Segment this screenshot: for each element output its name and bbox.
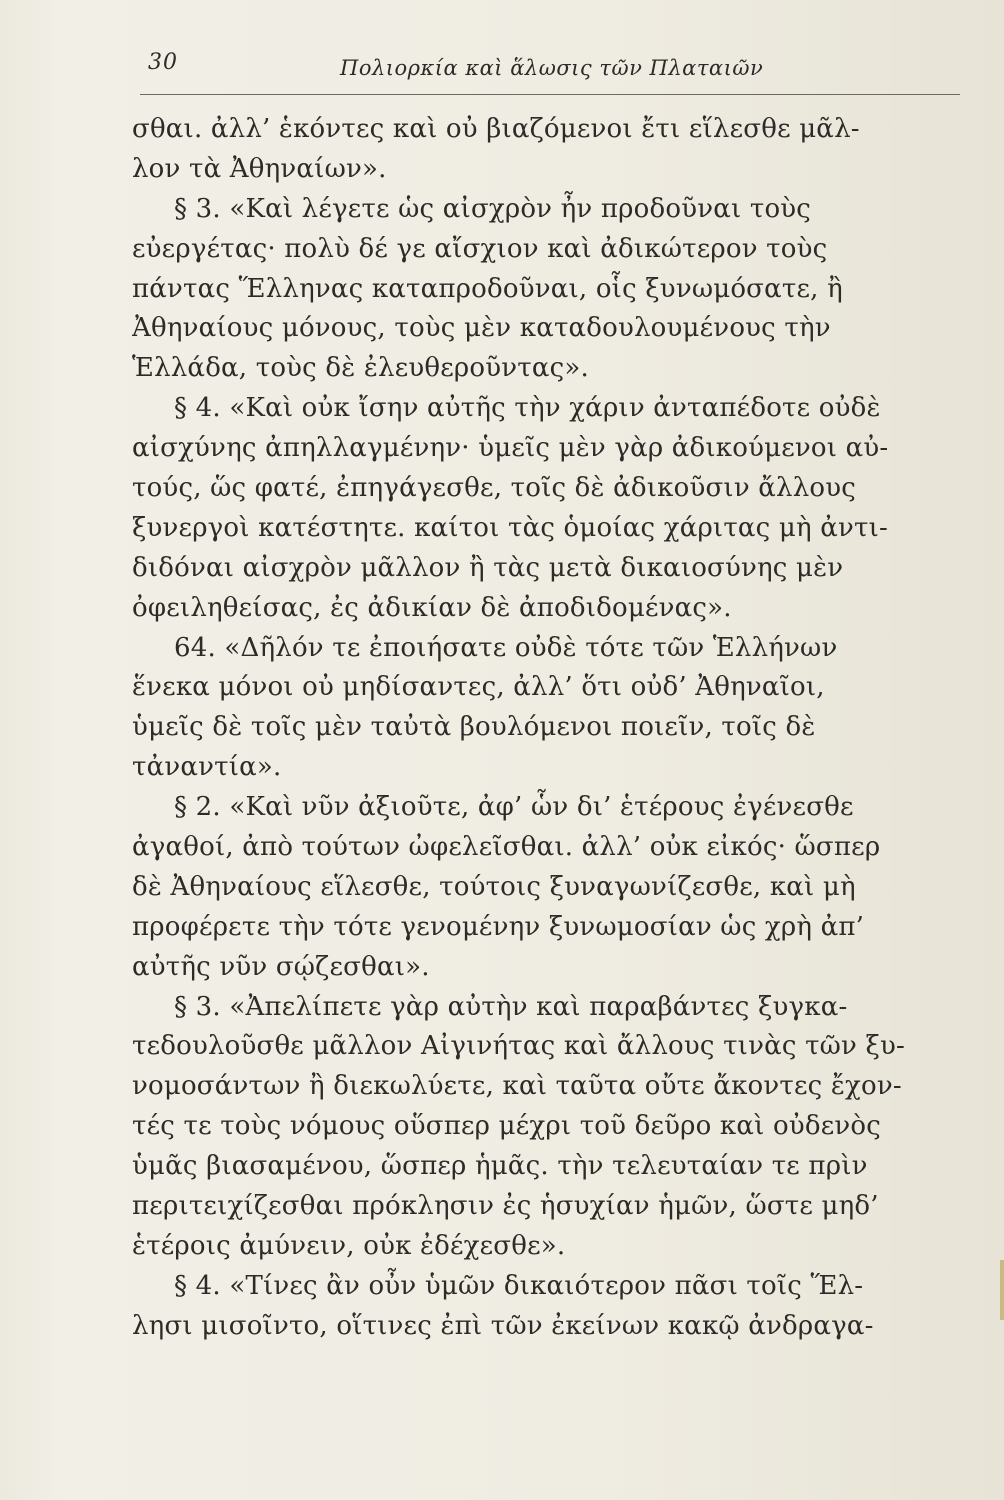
text-line: πάντας Ἕλληνας καταπροδοῦναι, οἷς ξυνωμόσατε, ἢ	[132, 273, 843, 304]
text-line: δὲ Ἀθηναίους εἵλεσθε, τούτοις ξυναγωνίζεσθε, καὶ μὴ	[132, 871, 856, 902]
text-line: τούς, ὥς φατέ, ἐπηγάγεσθε, τοῖς δὲ ἀδικοῦσιν ἄλλους	[132, 473, 857, 504]
text-line: περιτειχίζεσθαι πρόκλησιν ἐς ἡσυχίαν ἡμῶν, ὥστε μηδ’	[132, 1191, 879, 1222]
text-line: προφέρετε τὴν τότε γενομένην ξυνωμοσίαν ὡς χρὴ ἀπ’	[132, 911, 865, 942]
text-line: λον τὰ Ἀθηναίων».	[132, 153, 387, 184]
text-line: § 2. «Καὶ νῦν ἀξιοῦτε, ἀφ’ ὧν δι’ ἑτέρους ἐγένεσθε	[174, 792, 854, 823]
header-rule	[140, 94, 960, 95]
page-edge-mark	[1000, 1260, 1004, 1320]
page-number: 30	[148, 50, 178, 75]
text-line: νομοσάντων ἢ διεκωλύετε, καὶ ταῦτα οὔτε ἄκοντες ἔχον-	[132, 1071, 902, 1102]
text-line: ἑτέροις ἀμύνειν, οὐκ ἐδέχεσθε».	[132, 1230, 566, 1261]
running-title: Πολιορκία καὶ ἅλωσις τῶν Πλαταιῶν	[340, 56, 764, 80]
text-line: ἀγαθοί, ἀπὸ τούτων ὠφελεῖσθαι. ἀλλ’ οὐκ εἰκός· ὥσπερ	[132, 832, 881, 863]
text-line: διδόναι αἰσχρὸν μᾶλλον ἢ τὰς μετὰ δικαιοσύνης μὲν	[132, 552, 844, 583]
text-line: τεδουλοῦσθε μᾶλλον Αἰγινήτας καὶ ἄλλους τινὰς τῶν ξυ-	[132, 1031, 906, 1062]
text-line: σθαι. ἀλλ’ ἑκόντες καὶ οὐ βιαζόμενοι ἔτι εἵλεσθε μᾶλ-	[132, 114, 860, 144]
text-line: αἰσχύνης ἀπηλλαγμένην· ὑμεῖς μὲν γὰρ ἀδικούμενοι αὐ-	[132, 433, 889, 464]
text-line: ὀφειληθείσας, ἐς ἀδικίαν δὲ ἀποδιδομένας».	[132, 592, 732, 623]
body-text	[132, 110, 932, 1347]
text-line: τἀναντία».	[132, 752, 282, 783]
text-line: Ἀθηναίους μόνους, τοὺς μὲν καταδουλουμένους τὴν	[132, 313, 831, 344]
text-line: λησι μισοῖντο, οἵτινες ἐπὶ τῶν ἐκείνων κακῷ ἀνδραγα-	[132, 1310, 874, 1341]
page-header	[140, 42, 960, 92]
text-line: § 4. «Καὶ οὐκ ἴσην αὐτῆς τὴν χάριν ἀνταπέδοτε οὐδὲ	[174, 393, 881, 424]
text-line: 64. «Δῆλόν τε ἐποιήσατε οὐδὲ τότε τῶν Ἑλλήνων	[174, 632, 838, 663]
text-line: § 3. «Καὶ λέγετε ὡς αἰσχρὸν ἦν προδοῦναι τοὺς	[174, 193, 812, 224]
text-line: ὑμεῖς δὲ τοῖς μὲν ταὐτὰ βουλόμενοι ποιεῖν, τοῖς δὲ	[132, 712, 816, 743]
text-line: αὐτῆς νῦν σῴζεσθαι».	[132, 951, 430, 982]
text-line: ἕνεκα μόνοι οὐ μηδίσαντες, ἀλλ’ ὅτι οὐδ’ Ἀθηναῖοι,	[132, 672, 825, 703]
text-line: § 3. «Ἀπελίπετε γὰρ αὐτὴν καὶ παραβάντες ξυγκα-	[174, 991, 848, 1022]
text-line: ὑμᾶς βιασαμένου, ὥσπερ ἡμᾶς. τὴν τελευταίαν τε πρὶν	[132, 1151, 868, 1182]
text-line: τές τε τοὺς νόμους οὕσπερ μέχρι τοῦ δεῦρο καὶ οὐδενὸς	[132, 1111, 881, 1142]
text-line: εὐεργέτας· πολὺ δέ γε αἴσχιον καὶ ἀδικώτερον τοὺς	[132, 233, 828, 264]
text-line: ξυνεργοὶ κατέστητε. καίτοι τὰς ὁμοίας χάριτας μὴ ἀντι-	[132, 512, 888, 543]
text-line: § 4. «Τίνες ἂν οὖν ὑμῶν δικαιότερον πᾶσι τοῖς Ἕλ-	[174, 1270, 864, 1301]
text-line: Ἑλλάδα, τοὺς δὲ ἐλευθεροῦντας».	[132, 353, 589, 384]
